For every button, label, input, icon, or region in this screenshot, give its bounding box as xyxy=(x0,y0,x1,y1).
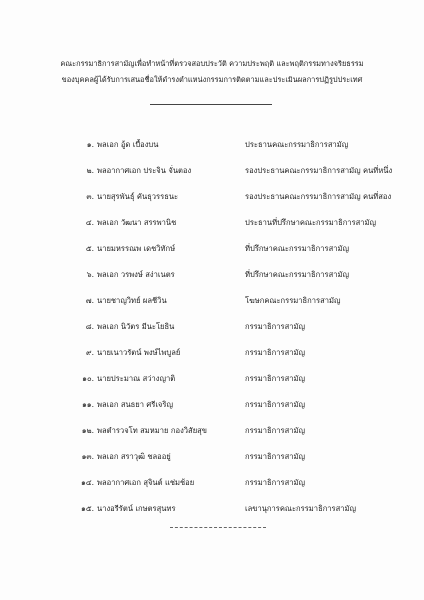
member-number: ๑๑. xyxy=(81,400,94,409)
member-number: ๖. xyxy=(86,270,94,279)
member-number: ๗. xyxy=(85,296,94,305)
member-row xyxy=(0,130,424,156)
member-row xyxy=(0,312,424,338)
member-row xyxy=(0,182,424,208)
header-line-2: ของบุคคลผู้ได้รับการเสนอชื่อให้ดำรงตำแหน่งกรรมการติดตามและประเมินผลการปฏิรูปประเทศ xyxy=(61,75,363,84)
member-role: ที่ปรึกษาคณะกรรมาธิการสามัญ xyxy=(245,244,349,253)
member-number: ๒. xyxy=(86,166,94,175)
member-role: ประธานคณะกรรมาธิการสามัญ xyxy=(245,140,349,149)
member-number: ๓. xyxy=(86,192,94,201)
member-number: ๑๕. xyxy=(81,504,94,513)
member-name: พลเอก อู้ด เบื้องบน xyxy=(97,140,159,149)
member-name: พลตำรวจโท สมหมาย กองวิสัยสุข xyxy=(97,426,207,435)
member-name: พลเอก วัฒนา สรรพานิช xyxy=(97,218,177,227)
member-role: รองประธานคณะกรรมาธิการสามัญ คนที่สอง xyxy=(245,192,392,201)
member-number: ๑๔. xyxy=(81,478,94,487)
member-name: พลอากาศเอก สุจินต์ แช่มช้อย xyxy=(97,478,195,487)
member-name: พลอากาศเอก ประจิน จั่นตอง xyxy=(97,166,192,175)
member-role: รองประธานคณะกรรมาธิการสามัญ คนที่หนึ่ง xyxy=(245,166,393,175)
member-role: กรรมาธิการสามัญ xyxy=(245,478,305,487)
member-number: ๑๐. xyxy=(82,374,94,383)
member-list xyxy=(0,130,424,520)
member-name: พลเอก วรพงษ์ สง่าเนตร xyxy=(97,270,175,279)
member-name: พลเอก นิวัตร มีนะโยธิน xyxy=(97,322,175,331)
member-role: กรรมาธิการสามัญ xyxy=(245,322,305,331)
member-row xyxy=(0,208,424,234)
member-role: กรรมาธิการสามัญ xyxy=(245,426,305,435)
member-number: ๘. xyxy=(85,322,94,331)
member-role: เลขานุการคณะกรรมาธิการสามัญ xyxy=(245,504,357,513)
member-name: พลเอก สราวุฒิ ชลออยู่ xyxy=(97,452,171,461)
member-name: นายประมาณ สว่างญาติ xyxy=(97,374,176,383)
member-row xyxy=(0,286,424,312)
footer-divider xyxy=(170,527,266,528)
member-row xyxy=(0,338,424,364)
member-row xyxy=(0,442,424,468)
member-number: ๔. xyxy=(85,218,94,227)
member-row xyxy=(0,494,424,520)
member-role: ประธานที่ปรึกษาคณะกรรมาธิการสามัญ xyxy=(245,218,377,227)
header-line-1: คณะกรรมาธิการสามัญเพื่อทำหน้าที่ตรวจสอบประวัติ ความประพฤติ และพฤติกรรมทางจริยธรรม xyxy=(60,59,364,68)
member-number: ๑. xyxy=(86,140,94,149)
member-name: นายเนาวรัตน์ พงษ์ไพบูลย์ xyxy=(97,348,181,357)
member-number: ๑๒. xyxy=(81,426,94,435)
member-role: ที่ปรึกษาคณะกรรมาธิการสามัญ xyxy=(245,270,349,279)
member-role: กรรมาธิการสามัญ xyxy=(245,348,305,357)
document-header xyxy=(20,56,404,88)
member-row xyxy=(0,364,424,390)
member-name: นายสุรพันธุ์ คันธุวรรธนะ xyxy=(97,192,179,201)
header-divider xyxy=(150,104,272,105)
member-name: นายมหรรณพ เดชวิทักษ์ xyxy=(97,244,176,253)
member-name: พลเอก สนธยา ศรีเจริญ xyxy=(97,400,173,409)
member-role: กรรมาธิการสามัญ xyxy=(245,400,305,409)
member-row xyxy=(0,468,424,494)
member-number: ๑๓. xyxy=(81,452,94,461)
member-role: กรรมาธิการสามัญ xyxy=(245,452,305,461)
member-name: นายชาญวิทย์ ผลชีวิน xyxy=(97,296,167,305)
member-number: ๙. xyxy=(86,348,94,357)
member-row xyxy=(0,234,424,260)
member-number: ๕. xyxy=(85,244,94,253)
member-name: นางอรีรัตน์ เกษตรสุนทร xyxy=(97,504,176,513)
member-row xyxy=(0,156,424,182)
member-row xyxy=(0,390,424,416)
member-role: โฆษกคณะกรรมาธิการสามัญ xyxy=(245,296,341,305)
member-row xyxy=(0,416,424,442)
member-row xyxy=(0,260,424,286)
member-role: กรรมาธิการสามัญ xyxy=(245,374,305,383)
